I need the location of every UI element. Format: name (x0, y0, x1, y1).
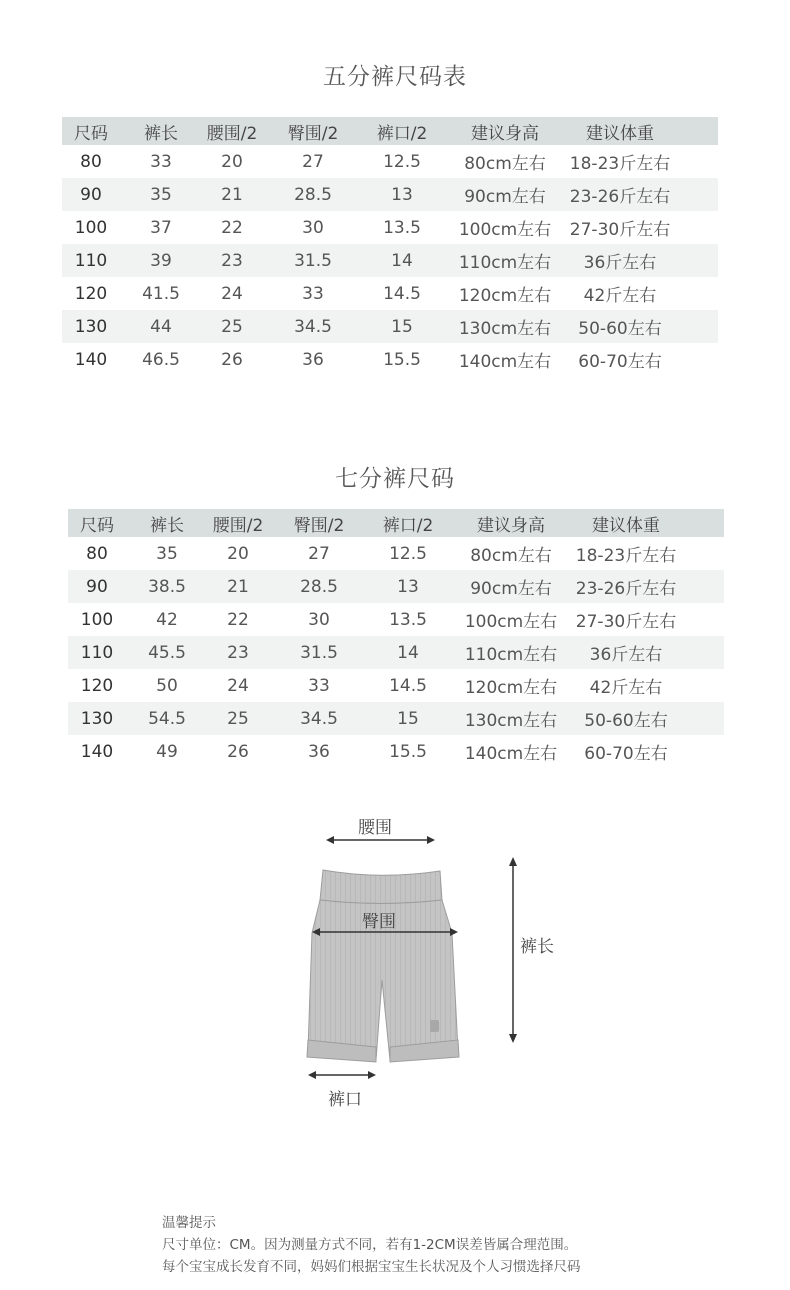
table-cell: 26 (227, 741, 249, 762)
table-cell: 50 (156, 675, 178, 696)
table-cell: 35 (150, 184, 172, 205)
table-row (62, 343, 718, 376)
table-cell: 44 (150, 316, 172, 337)
table-cell: 110cm左右 (464, 645, 558, 665)
table-cell: 28.5 (300, 576, 338, 597)
column-header: 建议身高 (477, 515, 545, 536)
table-cell: 130 (74, 316, 108, 337)
table-cell: 100cm左右 (458, 220, 552, 240)
table-cell: 42斤左右 (589, 678, 663, 698)
table-cell: 90 (80, 184, 102, 205)
table-cell: 38.5 (148, 576, 186, 597)
table-cell: 33 (302, 283, 324, 304)
table-cell: 36 (302, 349, 324, 370)
table-cell: 15 (391, 316, 413, 337)
notes-block (162, 1212, 581, 1278)
table-cell: 27-30斤左右 (569, 220, 671, 240)
notes-heading: 温馨提示 (162, 1215, 216, 1231)
table-row (62, 145, 718, 178)
length-arrow (509, 857, 517, 1043)
table-cell: 60-70左右 (584, 744, 668, 764)
table-cell: 33 (308, 675, 330, 696)
table-cell: 15.5 (389, 741, 427, 762)
table-cell: 140 (74, 349, 108, 370)
table-header-row (62, 117, 718, 145)
table-cell: 120cm左右 (458, 286, 552, 306)
length-label: 裤长 (520, 937, 554, 957)
table-cell: 23 (227, 642, 249, 663)
table-cell: 130cm左右 (464, 711, 558, 731)
table-cell: 110cm左右 (458, 253, 552, 273)
size-table-seven-quarter (68, 509, 724, 768)
column-header: 建议体重 (592, 515, 660, 536)
table-cell: 42斤左右 (583, 286, 657, 306)
table-cell: 34.5 (294, 316, 332, 337)
waist-label: 腰围 (358, 818, 392, 838)
column-header: 建议体重 (586, 123, 654, 144)
table-cell: 42 (156, 609, 178, 630)
table-cell: 50-60左右 (584, 711, 668, 731)
table-row (62, 310, 718, 343)
table-cell: 45.5 (148, 642, 186, 663)
table-row (62, 178, 718, 211)
table-row (68, 636, 724, 669)
table-cell: 90cm左右 (470, 579, 552, 599)
table-cell: 120 (74, 283, 108, 304)
hem-arrow (308, 1071, 376, 1079)
table-row (68, 735, 724, 768)
table-cell: 110 (80, 642, 114, 663)
table-cell: 120 (80, 675, 114, 696)
table-cell: 20 (221, 151, 243, 172)
table-cell: 130cm左右 (458, 319, 552, 339)
table-row (68, 669, 724, 702)
table-cell: 13.5 (383, 217, 421, 238)
table-cell: 22 (221, 217, 243, 238)
table-cell: 23-26斤左右 (569, 187, 671, 207)
table-row (62, 277, 718, 310)
table-cell: 46.5 (142, 349, 180, 370)
table-cell: 24 (227, 675, 249, 696)
column-header: 臀围/2 (293, 515, 345, 536)
table-cell: 54.5 (148, 708, 186, 729)
table-cell: 30 (302, 217, 324, 238)
column-header: 腰围/2 (206, 123, 258, 144)
column-header: 裤长 (144, 123, 178, 144)
table-cell: 27 (302, 151, 324, 172)
table-cell: 12.5 (383, 151, 421, 172)
column-header: 尺码 (74, 123, 108, 144)
column-header: 尺码 (80, 515, 114, 536)
table-cell: 24 (221, 283, 243, 304)
table-cell: 13.5 (389, 609, 427, 630)
pants-illustration (290, 805, 550, 1115)
table-cell: 21 (227, 576, 249, 597)
table-cell: 23-26斤左右 (575, 579, 677, 599)
table-cell: 20 (227, 543, 249, 564)
table-row (62, 244, 718, 277)
table-cell: 18-23斤左右 (575, 546, 677, 566)
table-cell: 23 (221, 250, 243, 271)
table-cell: 130 (80, 708, 114, 729)
table-cell: 110 (74, 250, 108, 271)
table-cell: 31.5 (294, 250, 332, 271)
table1-title: 五分裤尺码表 (323, 64, 467, 90)
table-cell: 27 (308, 543, 330, 564)
table-cell: 13 (391, 184, 413, 205)
table-row (68, 570, 724, 603)
table-row (68, 702, 724, 735)
table-cell: 41.5 (142, 283, 180, 304)
table-cell: 50-60左右 (578, 319, 662, 339)
table-header-row (68, 509, 724, 537)
table-cell: 13 (397, 576, 419, 597)
table-cell: 30 (308, 609, 330, 630)
table-cell: 18-23斤左右 (569, 154, 671, 174)
table-cell: 49 (156, 741, 178, 762)
table-cell: 21 (221, 184, 243, 205)
table-cell: 37 (150, 217, 172, 238)
column-header: 裤长 (150, 515, 184, 536)
size-table-five-quarter (62, 117, 718, 376)
table-cell: 90cm左右 (464, 187, 546, 207)
notes-line-1: 尺寸单位：CM。因为测量方式不同，若有1-2CM误差皆属合理范围。 (162, 1237, 578, 1253)
table-cell: 27-30斤左右 (575, 612, 677, 632)
table-row (68, 603, 724, 636)
hem-label: 裤口 (328, 1090, 362, 1110)
table-cell: 22 (227, 609, 249, 630)
table-cell: 31.5 (300, 642, 338, 663)
table-cell: 100 (80, 609, 114, 630)
table-cell: 33 (150, 151, 172, 172)
table-cell: 60-70左右 (578, 352, 662, 372)
pants-measurement-diagram (290, 805, 554, 1115)
table-cell: 140cm左右 (458, 352, 552, 372)
hip-label: 臀围 (362, 912, 396, 932)
table-cell: 140 (80, 741, 114, 762)
column-header: 裤口/2 (376, 123, 428, 144)
table-row (62, 211, 718, 244)
table-cell: 14 (391, 250, 413, 271)
table-cell: 35 (156, 543, 178, 564)
table-cell: 14.5 (383, 283, 421, 304)
table-cell: 14 (397, 642, 419, 663)
table-row (68, 537, 724, 570)
table-cell: 14.5 (389, 675, 427, 696)
table-cell: 34.5 (300, 708, 338, 729)
table-cell: 80cm左右 (464, 154, 546, 174)
column-header: 腰围/2 (212, 515, 264, 536)
table-cell: 15.5 (383, 349, 421, 370)
table-cell: 39 (150, 250, 172, 271)
column-header: 裤口/2 (382, 515, 434, 536)
table-cell: 36斤左右 (583, 253, 657, 273)
column-header: 建议身高 (471, 123, 539, 144)
table-cell: 25 (221, 316, 243, 337)
table-cell: 80 (86, 543, 108, 564)
table-cell: 90 (86, 576, 108, 597)
notes-line-2: 每个宝宝成长发育不同，妈妈们根据宝宝生长状况及个人习惯选择尺码 (162, 1259, 581, 1275)
column-header: 臀围/2 (287, 123, 339, 144)
table-cell: 36斤左右 (589, 645, 663, 665)
table-cell: 12.5 (389, 543, 427, 564)
table-cell: 80cm左右 (470, 546, 552, 566)
table2-title: 七分裤尺码 (335, 466, 455, 492)
table-cell: 140cm左右 (464, 744, 558, 764)
table-cell: 100 (74, 217, 108, 238)
table-cell: 25 (227, 708, 249, 729)
table-cell: 15 (397, 708, 419, 729)
table-cell: 36 (308, 741, 330, 762)
table-cell: 80 (80, 151, 102, 172)
table-cell: 120cm左右 (464, 678, 558, 698)
table-cell: 100cm左右 (464, 612, 558, 632)
table-cell: 28.5 (294, 184, 332, 205)
table-cell: 26 (221, 349, 243, 370)
